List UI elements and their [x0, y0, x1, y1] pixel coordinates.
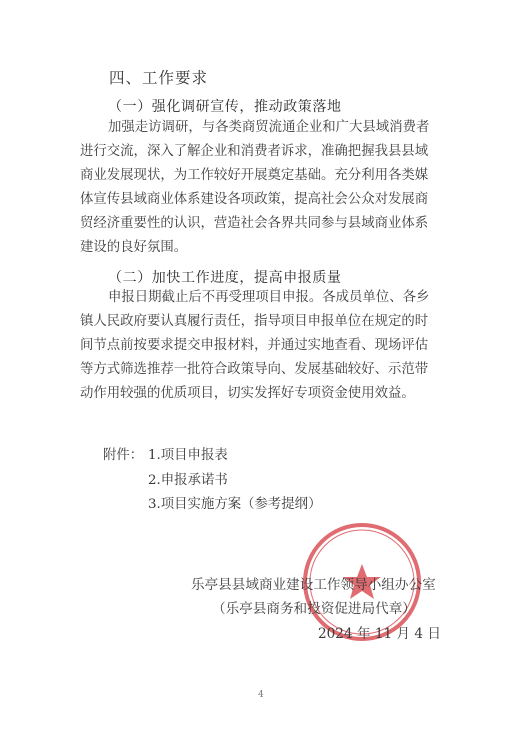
paragraph-line: 体宣传县域商业体系建设各项政策，提高社会公众对发展商 [80, 192, 429, 207]
section-title: 四、工作要求 [109, 69, 209, 87]
paragraph-line: 动作用较强的优质项目，切实发挥好专项资金使用效益。 [80, 386, 415, 401]
paragraph-line: 进行交流，深入了解企业和消费者诉求，准确把握我县县域 [80, 144, 429, 159]
signature-date: 2024 年 11 月 4 日 [318, 626, 441, 642]
attachment-item-2: 2.申报承诺书 [148, 473, 228, 488]
paragraph-line: 间节点前按要求提交申报材料，并通过实地查看、现场评估 [80, 338, 429, 353]
page-number: 4 [258, 690, 264, 700]
paragraph-2 [80, 286, 472, 406]
attachment-item-3: 3.项目实施方案（参考提纲） [148, 497, 322, 512]
paragraph-line: 建设的良好氛围。 [80, 240, 188, 255]
signature-seal-note: （乐亭县商务和投资促进局代章） [212, 601, 416, 617]
paragraph-line: 申报日期截止后不再受理项目申报。各成员单位、各乡 [108, 290, 430, 305]
subsection-title-2: （二）加快工作进度，提高申报质量 [108, 270, 342, 286]
attachment-item-1: 1.项目申报表 [148, 448, 228, 463]
subsection-title-1: （一）强化调研宣传，推动政策落地 [108, 99, 342, 115]
paragraph-line: 镇人民政府要认真履行责任，指导项目申报单位在规定的时 [80, 314, 429, 329]
paragraph-line: 等方式筛选推荐一批符合政策导向、发展基础较好、示范带 [80, 362, 429, 377]
paragraph-line: 加强走访调研，与各类商贸流通企业和广大县域消费者 [108, 120, 430, 135]
attachments-label: 附件： [103, 448, 144, 463]
signature-organization: 乐亭县县域商业建设工作领导小组办公室 [191, 577, 436, 593]
paragraph-line: 商业发展现状，为工作较好开展奠定基础。充分利用各类媒 [80, 168, 429, 183]
paragraph-line: 贸经济重要性的认识，营造社会各界共同参与县域商业体系 [80, 216, 429, 231]
paragraph-1 [80, 116, 472, 260]
